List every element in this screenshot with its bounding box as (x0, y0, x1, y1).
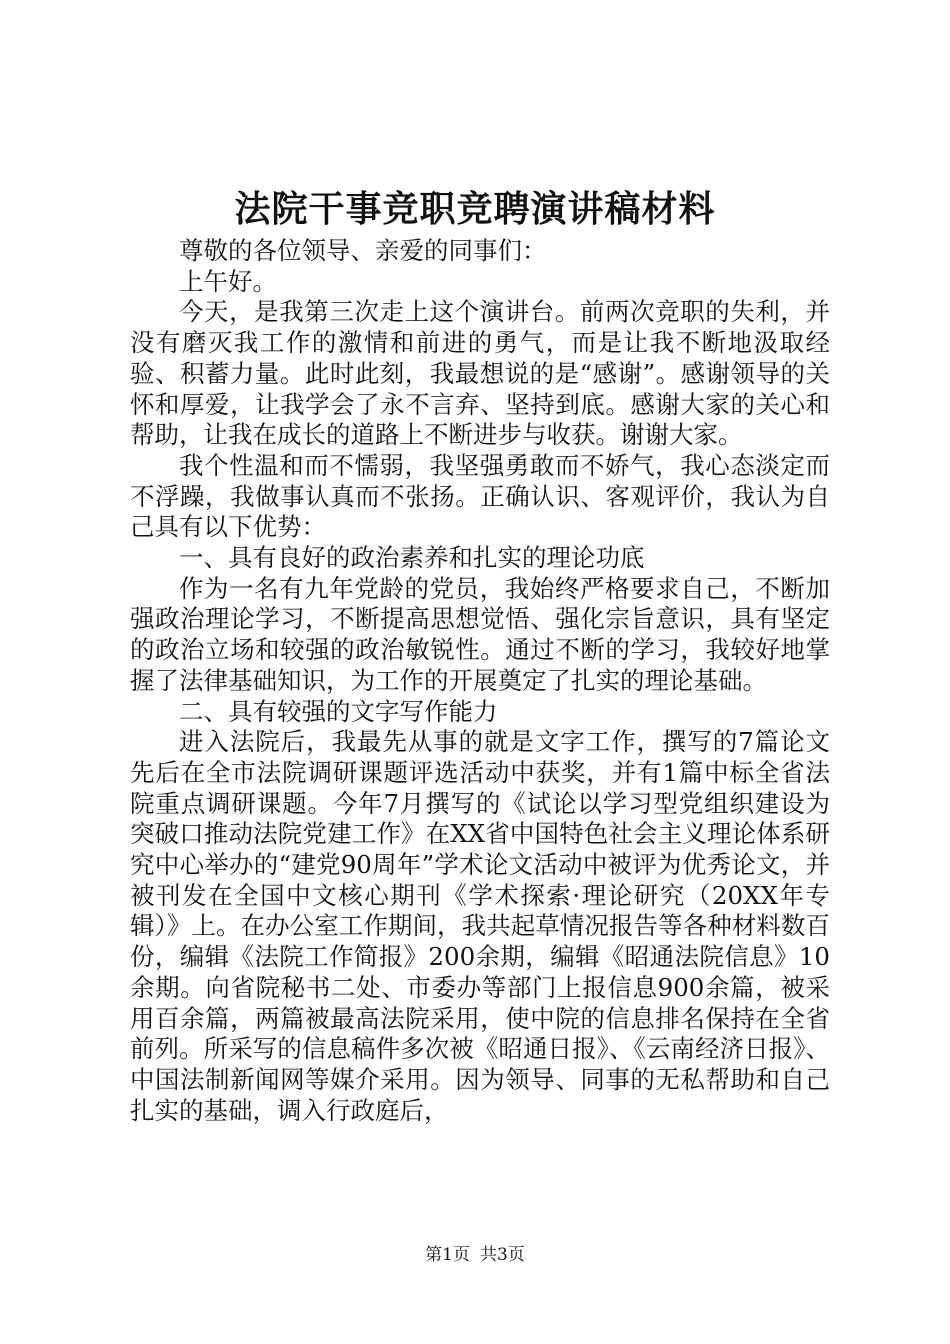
greeting: 上午好。 (179, 266, 277, 296)
paragraph: 进入法院后，我最先从事的就是文字工作，撰写的7篇论文先后在全市法院调研课题评选活动中获奖，并有1篇中标全省法院重点调研课题。今年7月撰写的《试论以学习型党组织建设为突破口推动法院党建工作》在XX省中国特色社会主义理论体系研究中心举办的“建党90周年”学术论文活动中被评为优秀论文，并被刊发在全国中文核心期刊《学术探索·理论研究（20XX年专辑）》上。在办公室工作期间，我共起草情况报告等各种材料数百份，编辑《法院工作简报》200余期，编辑《昭通法院信息》10余期。向省院秘书二处、市委办等部门上报信息900余篇，被采用百余篇，两篇被最高法院采用，使中院的信息排名保持在全省前列。所采写的信息稿件多次被《昭通日报》、《云南经济日报》、中国法制新闻网等媒介采用。因为领导、同事的无私帮助和自己扎实的基础，调入行政庭后， (130, 727, 830, 1125)
page-number: 第1页 (425, 1245, 470, 1265)
salutation: 尊敬的各位领导、亲爱的同事们： (179, 236, 547, 265)
section-heading: 一、具有良好的政治素养和扎实的理论功底 (179, 543, 645, 573)
page-footer (0, 1244, 950, 1266)
paragraph: 我个性温和而不懦弱，我坚强勇敢而不娇气，我心态淡定而不浮躁，我做事认真而不张扬。正确认识、客观评价，我认为自己具有以下优势： (130, 450, 830, 542)
paragraph: 今天，是我第三次走上这个演讲台。前两次竞职的失利，并没有磨灭我工作的激情和前进的勇气，而是让我不断地汲取经验、积蓄力量。此时此刻，我最想说的是“感谢”。感谢领导的关怀和厚爱，让我学会了永不言弃、坚持到底。感谢大家的关心和帮助，让我在成长的道路上不断进步与收获。谢谢大家。 (130, 297, 830, 450)
document-body (130, 236, 830, 1126)
section-heading: 二、具有较强的文字写作能力 (179, 696, 498, 726)
document-title: 法院干事竞职竞聘演讲稿材料 (234, 188, 716, 230)
page-total: 共3页 (480, 1245, 525, 1265)
paragraph: 作为一名有九年党龄的党员，我始终严格要求自己，不断加强政治理论学习，不断提高思想觉悟、强化宗旨意识，具有坚定的政治立场和较强的政治敏锐性。通过不断的学习，我较好地掌握了法律基础知识，为工作的开展奠定了扎实的理论基础。 (130, 573, 830, 695)
